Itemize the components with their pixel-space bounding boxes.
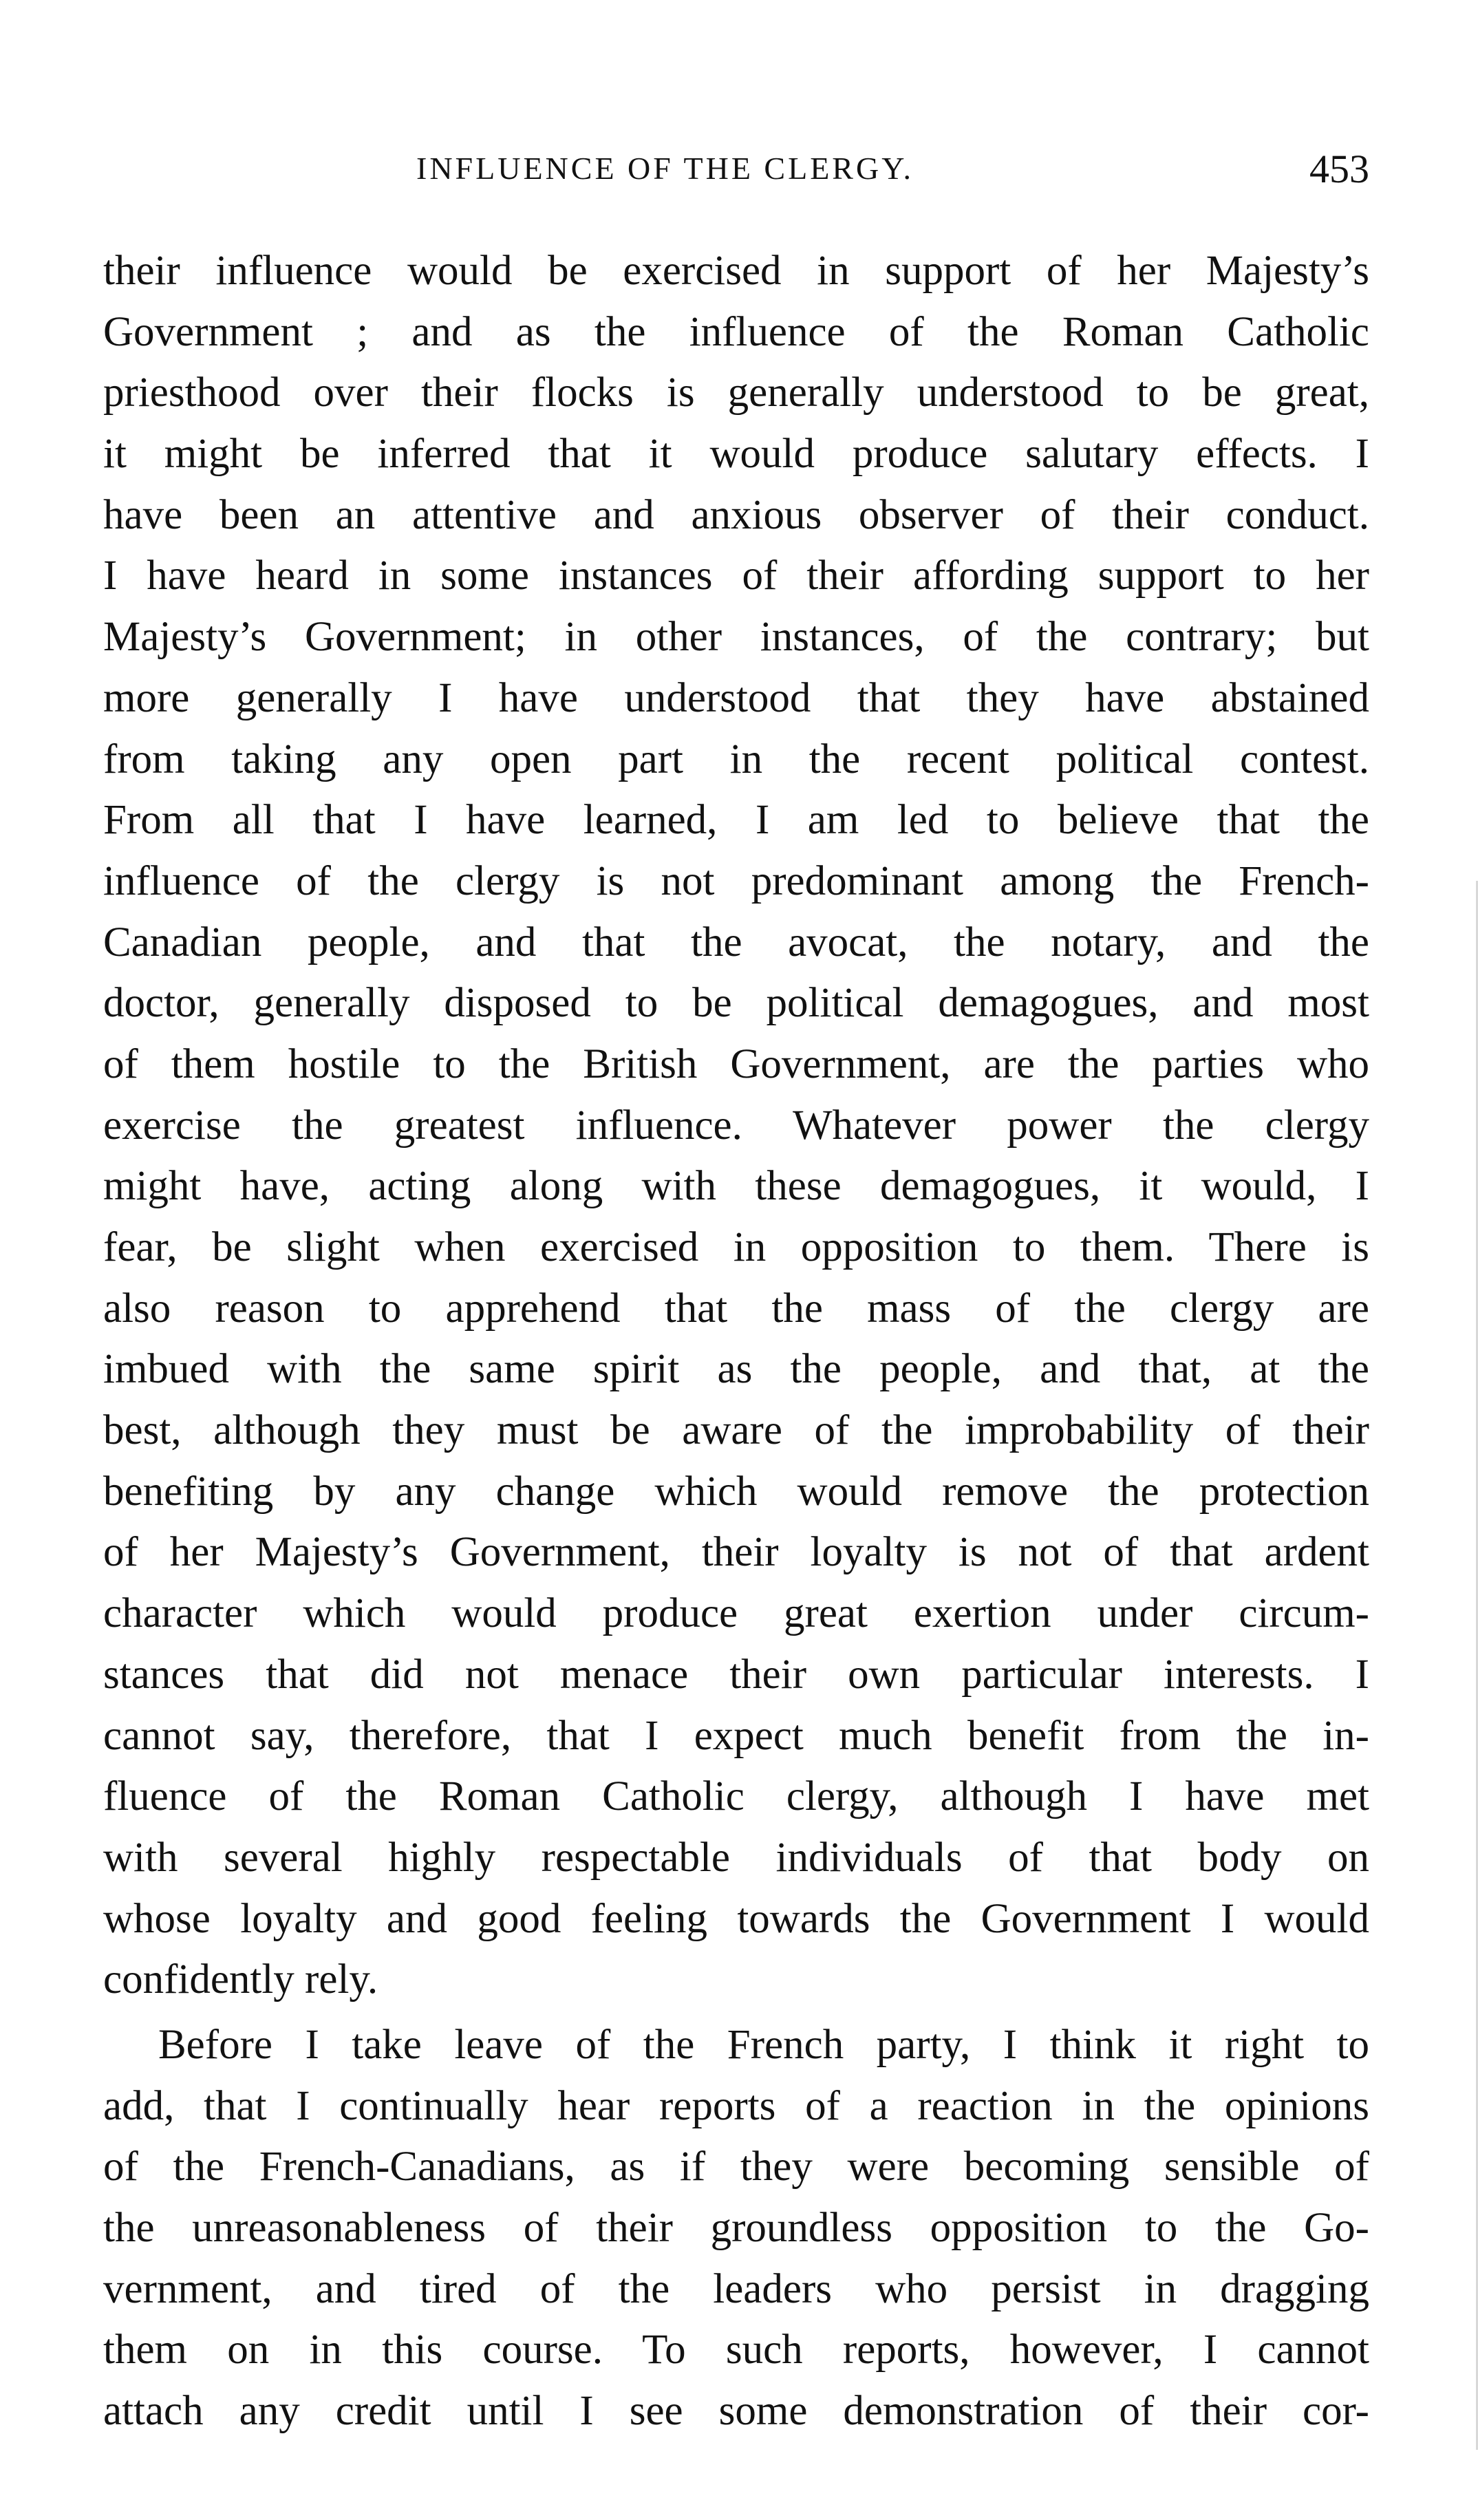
text-line: of them hostile to the British Government, are the parties who — [103, 1040, 1369, 1087]
text-line: fluence of the Roman Catholic clergy, although I have met — [103, 1773, 1369, 1820]
text-line: From all that I have learned, I am led to believe that the — [103, 797, 1369, 844]
text-line: it might be inferred that it would produce salutary effects. I — [103, 431, 1369, 478]
text-line: confidently rely. — [103, 1956, 378, 2003]
text-line: from taking any open part in the recent political contest. — [103, 736, 1369, 782]
text-line: I have heard in some instances of their affording support to her — [103, 553, 1369, 599]
text-line: with several highly respectable individuals of that body on — [103, 1834, 1369, 1881]
text-line: vernment, and tired of the leaders who persist in dragging — [103, 2265, 1369, 2312]
page-number: 453 — [1309, 147, 1369, 191]
text-line: add, that I continually hear reports of a reaction in the opinions — [103, 2082, 1369, 2129]
text-line: the unreasonableness of their groundless opposition to the Go- — [103, 2205, 1369, 2251]
running-head — [103, 147, 1369, 198]
text-line: also reason to apprehend that the mass of the clergy are — [103, 1285, 1369, 1332]
text-line: Government ; and as the influence of the Roman Catholic — [103, 308, 1369, 355]
text-line: influence of the clergy is not predominant among the French- — [103, 857, 1369, 904]
text-line: fear, be slight when exercised in opposition to them. There is — [103, 1224, 1369, 1270]
paragraph-2 — [103, 2015, 1369, 2442]
text-line: exercise the greatest influence. Whatever power the clergy — [103, 1102, 1369, 1149]
text-line: priesthood over their flocks is generally understood to be great, — [103, 370, 1369, 416]
paragraph-1 — [103, 241, 1369, 2011]
text-line: of her Majesty’s Government, their loyalty is not of that ardent — [103, 1529, 1369, 1576]
text-line: of the French-Canadians, as if they were becoming sensible of — [103, 2144, 1369, 2190]
text-line: whose loyalty and good feeling towards the Government I would — [103, 1895, 1369, 1942]
text-line: Canadian people, and that the avocat, the notary, and the — [103, 919, 1369, 965]
text-line: more generally I have understood that they have abstained — [103, 674, 1369, 721]
text-line: cannot say, therefore, that I expect much benefit from the in- — [103, 1712, 1369, 1759]
text-line: character which would produce great exertion under circum- — [103, 1590, 1369, 1637]
text-line: imbued with the same spirit as the people, and that, at the — [103, 1346, 1369, 1393]
running-title: INFLUENCE OF THE CLERGY. — [416, 151, 914, 186]
body-text — [103, 241, 1369, 2442]
text-line: benefiting by any change which would remove the protection — [103, 1468, 1369, 1515]
text-line: their influence would be exercised in support of her Majesty’s — [103, 248, 1369, 294]
text-line: attach any credit until I see some demonstration of their cor- — [103, 2388, 1369, 2435]
text-line: Before I take leave of the French party, I think it right to — [158, 2021, 1369, 2068]
text-line: doctor, generally disposed to be political demagogues, and most — [103, 980, 1369, 1027]
text-line: best, although they must be aware of the improbability of their — [103, 1407, 1369, 1454]
text-line: Majesty’s Government; in other instances, of the contrary; but — [103, 614, 1369, 661]
text-line: might have, acting along with these demagogues, it would, I — [103, 1163, 1369, 1210]
text-line: stances that did not menace their own particular interests. I — [103, 1651, 1369, 1698]
text-line: them on in this course. To such reports, however, I cannot — [103, 2327, 1369, 2373]
text-line: have been an attentive and anxious observer of their conduct. — [103, 491, 1369, 538]
